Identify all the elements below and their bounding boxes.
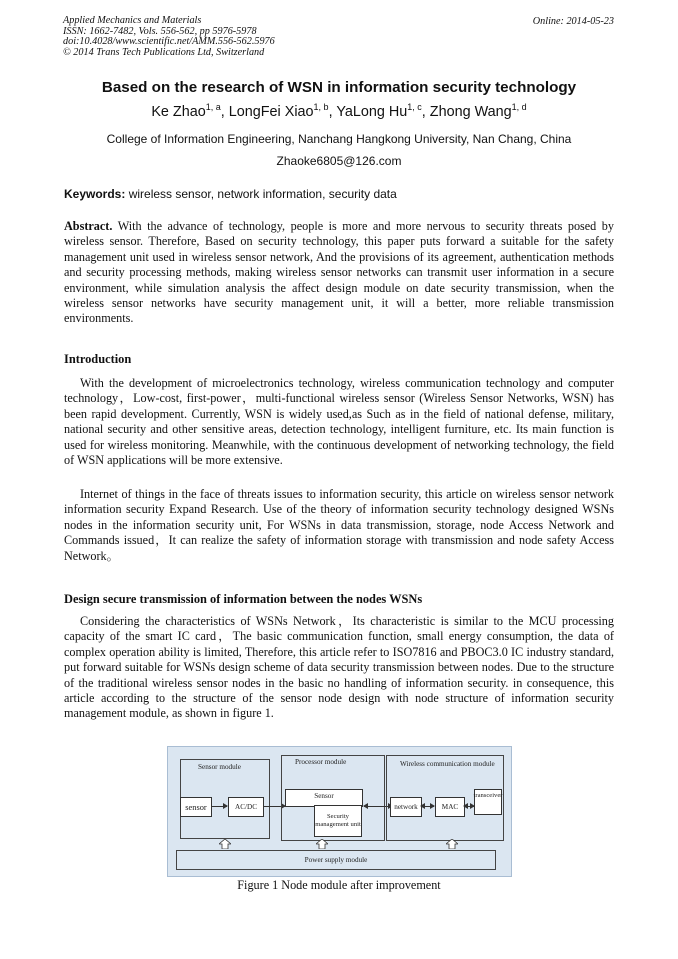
affiliation: College of Information Engineering, Nanchang Hangkong University, Nan Chang, China <box>106 132 572 146</box>
introduction-paragraph-2: Internet of things in the face of threats issues to information security, this article on wireless sensor network information security Expand Research. Use of the theory of information security technology designed WSNs nodes in the information security unit, For WSNs in data transmission, storage, node Access Network and Commands issued，It can realize the safety of information storage with transmission and node safety Access Network。 <box>64 487 614 563</box>
node-module-figure <box>167 746 512 877</box>
processor-module-label: Processor module <box>295 758 347 766</box>
mac-block: MAC <box>435 797 465 817</box>
author-name: Zhong Wang <box>429 104 512 120</box>
power-supply-label: Power supply module <box>304 856 368 864</box>
processor-sensor-block: Sensor <box>285 789 363 807</box>
journal-name: Applied Mechanics and Materials <box>63 15 202 26</box>
abstract <box>64 219 614 327</box>
power-up-arrow-icon <box>316 839 328 849</box>
power-up-arrow-icon <box>446 839 458 849</box>
transceiver-block: transceiver <box>474 789 502 815</box>
author-affiliation-mark: 1, c <box>407 102 422 112</box>
author-name: LongFei Xiao <box>228 104 314 120</box>
sensor-to-acdc-arrow <box>211 806 227 807</box>
mac-transceiver-arrow <box>464 806 474 807</box>
abstract-text: With the advance of technology, people is more and more nervous to security threats posed by wireless sensor. Therefore, Based on security technology, this paper puts forward a suitable for the safety management unit used in wireless sensor network, And the provisions of its agreement, authentication methods and security processing methods, making wireless sensor networks can transmit user information in a secure environment, while simulation analysis the affect design module on date security transmission, when the wireless sensor networks have security management unit, it will a better, more reliable transmission environments. <box>64 219 614 326</box>
issn: ISSN: 1662-7482, Vols. 556-562, pp 5976-5978 <box>63 25 257 37</box>
acdc-block: AC/DC <box>228 797 264 817</box>
copyright: © 2014 Trans Tech Publications Ltd, Switzerland <box>63 46 265 58</box>
power-up-arrow-icon <box>219 839 231 849</box>
journal-header <box>63 16 275 58</box>
power-supply-module <box>176 850 496 870</box>
author-affiliation-mark: 1, a <box>205 102 221 112</box>
author-email: Zhaoke6805@126.com <box>276 154 402 168</box>
keywords <box>64 187 397 201</box>
doi: doi:10.4028/www.scientific.net/AMM.556-562.5976 <box>63 36 275 48</box>
design-paragraph-1: Considering the characteristics of WSNs Network，Its characteristic is similar to the MCU processing capacity of the smart IC card，The basic communication function, small energy consumption, the data of complex operation ability is limited, Therefore, this article refer to ISO7816 and PBOC3.0 IC industry standard, put forward suitable for WSNs design scheme of data security transmission between nodes. Due to the structure of the traditional wireless sensor nodes in the basic no handling of information security. in consequence, this article according to the structure of the sensor node design with node structure of information security management module, as shown in figure 1. <box>64 614 614 721</box>
network-block: network <box>390 797 422 817</box>
paper-title: Based on the research of WSN in information security technology <box>101 79 577 96</box>
keywords-label: Keywords: <box>64 187 126 201</box>
wireless-module-label: Wireless communication module <box>400 760 495 768</box>
sensor-module-label: Sensor module <box>198 763 241 771</box>
introduction-paragraph-1: With the development of microelectronics technology, wireless communication technology and computer technology，Low-cost, first-power，multi-functional wireless sensor (Wireless Sensor Networks, WSN) has been rapid development. Currently, WSN is widely used,as Such as in the field of national defense, military, national security and other sensitive areas, detection technology, intelligent furniture, etc. Its main function is used for wireless monitoring. Meanwhile, with the continuous development of networking technology, the field of WSN applications will be more extensive. <box>64 376 614 468</box>
keywords-text: wireless sensor, network information, security data <box>125 187 397 201</box>
figure-caption: Figure 1 Node module after improvement <box>237 878 441 892</box>
abstract-label: Abstract. <box>64 219 113 233</box>
security-management-unit: Security management unit <box>314 805 362 837</box>
network-mac-arrow <box>421 806 434 807</box>
author-name: YaLong Hu <box>336 104 408 120</box>
online-date: Online: 2014-05-23 <box>532 16 614 27</box>
author-affiliation-mark: 1, b <box>313 102 329 112</box>
sensor-block: sensor <box>180 797 212 817</box>
author-affiliation-mark: 1, d <box>511 102 527 112</box>
author-list: Ke Zhao$^{1, a}$, LongFei Xiao$^{1, b}$, YaLong Hu$^{1, c}$, Zhong Wang$^{1, d}$ <box>151 102 527 120</box>
introduction-heading: Introduction <box>64 352 132 366</box>
author-name: Ke Zhao <box>151 104 206 120</box>
design-heading: Design secure transmission of information between the nodes WSNs <box>64 592 423 606</box>
